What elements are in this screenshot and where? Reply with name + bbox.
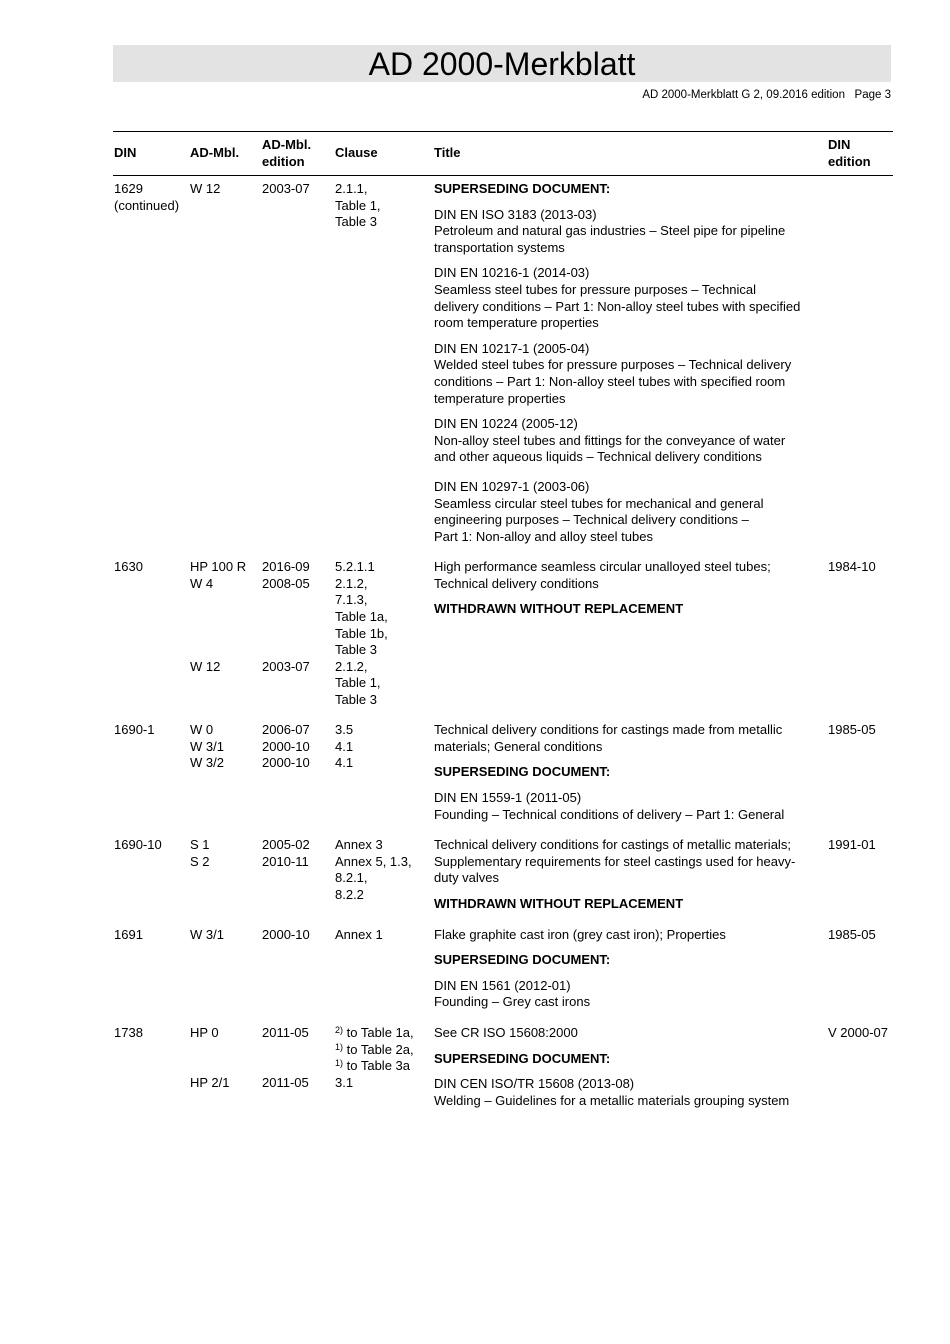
din-edition-value: V 2000-07	[828, 1025, 888, 1040]
edition-page-line: AD 2000-Merkblatt G 2, 09.2016 edition Page 3	[642, 89, 891, 101]
admbl-edition-cell	[262, 1025, 332, 1091]
admbl-cell	[190, 181, 260, 198]
admbl-edition-value: 2011-05	[262, 1025, 309, 1040]
admbl-value-spacer	[190, 1058, 260, 1075]
table-row	[0, 722, 950, 823]
document-title-line: Part 1: Non-alloy and alloy steel tubes	[434, 528, 653, 544]
admbl-value-spacer	[190, 642, 260, 659]
admbl-value: W 3/1	[190, 926, 224, 942]
table-row	[0, 927, 950, 1011]
superseding-document	[434, 790, 824, 823]
document-title-line: Welded steel tubes for pressure purposes – Technical delivery	[434, 357, 792, 373]
admbl-edition-value: 2006-07	[262, 722, 310, 738]
title-cell	[434, 927, 824, 1011]
admbl-edition-value: 2011-05	[262, 1074, 309, 1090]
admbl-edition-value: 2005-02	[262, 837, 310, 853]
admbl-value: HP 0	[190, 1025, 219, 1040]
title-description	[434, 722, 824, 755]
status-heading: SUPERSEDING DOCUMENT:	[434, 764, 611, 780]
title-line: Supplementary requirements for steel castings used for heavy-	[434, 853, 796, 869]
superseding-document	[434, 416, 824, 466]
admbl-edition-cell	[262, 181, 332, 198]
admbl-edition-cell	[262, 722, 332, 772]
status-heading: SUPERSEDING DOCUMENT:	[434, 181, 611, 196]
admbl-edition-value-spacer	[262, 1042, 332, 1059]
title-cell	[434, 837, 824, 912]
din-number: 1690-10	[114, 837, 162, 853]
document-title-line: room temperature properties	[434, 315, 599, 331]
din-edition-cell	[828, 1025, 898, 1042]
superseding-document	[434, 265, 824, 331]
title-cell	[434, 181, 824, 545]
din-number: 1690-1	[114, 722, 155, 738]
din-number: 1629	[114, 181, 143, 196]
clause-value: 3.1	[335, 1074, 354, 1090]
clause-value: 7.1.3,	[335, 592, 368, 608]
admbl-value: S 1	[190, 837, 210, 853]
clause-value: Table 1b,	[335, 625, 388, 641]
admbl-edition-value: 2010-11	[262, 853, 309, 869]
admbl-value: W 4	[190, 575, 214, 591]
admbl-cell	[190, 1025, 260, 1091]
admbl-edition-value-spacer	[262, 642, 332, 659]
document-reference: DIN CEN ISO/TR 15608 (2013-08)	[434, 1076, 635, 1092]
superseding-document	[434, 978, 824, 1011]
admbl-edition-value: 2008-05	[262, 575, 310, 591]
clause-cell	[335, 837, 430, 903]
admbl-value: S 2	[190, 853, 210, 869]
clause-value: Table 1,	[335, 675, 381, 691]
document-title-line: conditions – Part 1: Non-alloy steel tubes with specified room	[434, 373, 786, 389]
status-heading: WITHDRAWN WITHOUT REPLACEMENT	[434, 601, 684, 617]
table-row	[0, 1025, 950, 1109]
admbl-cell	[190, 927, 260, 944]
din-edition-value: 1985-05	[828, 926, 876, 942]
admbl-value-spacer	[190, 592, 260, 609]
din-edition-value: 1985-05	[828, 722, 876, 738]
title-line: Flake graphite cast iron (grey cast iron); Properties	[434, 926, 726, 942]
din-number-cell	[114, 1025, 188, 1042]
footnote-ref: 2)	[335, 1025, 344, 1035]
admbl-cell	[190, 559, 260, 675]
admbl-edition-value: 2003-07	[262, 658, 310, 674]
clause-value: 3.5	[335, 722, 354, 738]
admbl-value: W 3/1	[190, 738, 224, 754]
title-line: Technical delivery conditions for castings made from metallic	[434, 722, 783, 738]
clause-value: Table 1a,	[335, 609, 388, 625]
document-title-line: Welding – Guidelines for a metallic materials grouping system	[434, 1092, 790, 1108]
col-header-title: Title	[434, 145, 461, 161]
clause-value: 2.1.1,	[335, 181, 368, 196]
din-edition-cell	[828, 927, 898, 944]
din-number: 1630	[114, 559, 143, 575]
din-number-cell	[114, 181, 188, 214]
document-title-line: transportation systems	[434, 239, 565, 255]
table-header-rule	[113, 175, 893, 176]
col-header-admbl-edition: AD-Mbl. edition	[262, 137, 312, 169]
din-edition-value: 1991-01	[828, 837, 876, 853]
col-header-din: DIN	[114, 145, 137, 161]
clause-cell	[335, 927, 430, 944]
document-reference: DIN EN 1561 (2012-01)	[434, 977, 571, 993]
admbl-edition-value: 2000-10	[262, 755, 310, 771]
din-number-cell	[114, 927, 188, 944]
admbl-edition-value: 2000-10	[262, 738, 310, 754]
continued-note: (continued)	[114, 197, 180, 213]
title-line: Technical delivery conditions	[434, 575, 599, 591]
title-cell	[434, 559, 824, 618]
admbl-edition-value: 2016-09	[262, 559, 310, 575]
table-row	[0, 837, 950, 912]
admbl-edition-value-spacer	[262, 609, 332, 626]
admbl-value-spacer	[190, 609, 260, 626]
clause-value: $^{1)}$ to Table 2a,	[335, 1041, 414, 1057]
document-reference: DIN EN 10217-1 (2005-04)	[434, 340, 590, 356]
document-title-line: temperature properties	[434, 390, 566, 406]
din-number-cell	[114, 722, 188, 739]
title-line: duty valves	[434, 870, 500, 886]
clause-cell	[335, 559, 430, 708]
col-header-din-edition: DIN edition	[828, 137, 871, 169]
title-description	[434, 559, 824, 592]
clause-value: $^{1)}$ to Table 3a	[335, 1058, 410, 1074]
din-number-cell	[114, 559, 188, 576]
clause-value: Table 3	[335, 214, 377, 230]
admbl-edition-cell	[262, 559, 332, 675]
clause-value: 5.2.1.1	[335, 559, 375, 575]
superseding-document	[434, 1076, 824, 1109]
din-number: 1738	[114, 1025, 143, 1040]
admbl-edition-value: 2000-10	[262, 926, 310, 942]
clause-value: $^{2)}$ to Table 1a,	[335, 1025, 414, 1040]
document-title-line: Petroleum and natural gas industries – Steel pipe for pipeline	[434, 223, 786, 239]
footnote-ref: 1)	[335, 1058, 344, 1069]
document-reference: DIN EN 1559-1 (2011-05)	[434, 790, 582, 806]
admbl-edition-cell	[262, 837, 332, 870]
clause-cell	[335, 722, 430, 772]
document-title-line: engineering purposes – Technical delivery conditions –	[434, 512, 749, 528]
admbl-edition-value-spacer	[262, 626, 332, 643]
clause-value: 8.2.1,	[335, 870, 368, 886]
superseding-document	[434, 479, 824, 545]
document-title-line: Non-alloy steel tubes and fittings for the conveyance of water	[434, 432, 786, 448]
document-banner-title: AD 2000-Merkblatt	[113, 45, 891, 82]
col-header-admbl: AD-Mbl.	[190, 145, 240, 161]
admbl-edition-value: 2003-07	[262, 181, 310, 196]
standards-table-body	[0, 181, 950, 1123]
document-title-line: and other aqueous liquids – Technical delivery conditions	[434, 449, 762, 465]
clause-value: 4.1	[335, 738, 354, 754]
clause-value: Table 3	[335, 642, 377, 658]
admbl-value: W 0	[190, 722, 214, 738]
status-heading: SUPERSEDING DOCUMENT:	[434, 1050, 611, 1066]
superseding-document	[434, 207, 824, 257]
status-heading: WITHDRAWN WITHOUT REPLACEMENT	[434, 896, 684, 912]
admbl-value: HP 100 R	[190, 559, 247, 575]
document-title-line: Founding – Grey cast irons	[434, 994, 591, 1010]
footnote-ref: 1)	[335, 1041, 344, 1052]
clause-value: Annex 3	[335, 837, 383, 853]
admbl-cell	[190, 722, 260, 772]
clause-value: Annex 1	[335, 926, 383, 942]
din-edition-cell	[828, 559, 898, 576]
document-reference: DIN EN 10216-1 (2014-03)	[434, 265, 590, 281]
admbl-value-spacer	[190, 1042, 260, 1059]
title-description	[434, 837, 824, 887]
title-description	[434, 927, 824, 944]
admbl-value: W 12	[190, 181, 221, 196]
table-row	[0, 559, 950, 708]
din-number-cell	[114, 837, 188, 854]
table-row	[0, 181, 950, 545]
col-header-clause: Clause	[335, 145, 378, 161]
document-title-line: Seamless circular steel tubes for mechanical and general	[434, 495, 764, 511]
title-line: High performance seamless circular unalloyed steel tubes;	[434, 559, 771, 575]
document-title-line: delivery conditions – Part 1: Non-alloy steel tubes with specified	[434, 298, 801, 314]
document-title-line: Seamless steel tubes for pressure purposes – Technical	[434, 281, 757, 297]
clause-value: Table 3	[335, 692, 377, 708]
admbl-value: W 3/2	[190, 755, 224, 771]
document-reference: DIN EN ISO 3183 (2013-03)	[434, 206, 597, 222]
clause-value: 8.2.2	[335, 887, 364, 903]
title-line: materials; General conditions	[434, 738, 603, 754]
clause-value: 2.1.2,	[335, 575, 368, 591]
admbl-edition-value-spacer	[262, 1058, 332, 1075]
document-title-line: Founding – Technical conditions of delivery – Part 1: General	[434, 806, 785, 822]
document-reference: DIN EN 10224 (2005-12)	[434, 416, 578, 432]
clause-value: Annex 5, 1.3,	[335, 853, 412, 869]
din-number: 1691	[114, 926, 143, 942]
clause-value: 4.1	[335, 755, 354, 771]
title-description	[434, 1025, 824, 1042]
admbl-value: HP 2/1	[190, 1074, 230, 1090]
document-reference: DIN EN 10297-1 (2003-06)	[434, 478, 590, 494]
clause-cell	[335, 181, 430, 231]
title-cell	[434, 722, 824, 823]
title-cell	[434, 1025, 824, 1109]
admbl-cell	[190, 837, 260, 870]
title-line: Technical delivery conditions for castings of metallic materials;	[434, 837, 791, 853]
status-heading: SUPERSEDING DOCUMENT:	[434, 952, 611, 968]
title-line: See CR ISO 15608:2000	[434, 1025, 578, 1040]
superseding-document	[434, 341, 824, 407]
clause-value: 2.1.2,	[335, 658, 368, 674]
admbl-edition-value-spacer	[262, 592, 332, 609]
clause-value: Table 1,	[335, 197, 381, 213]
admbl-edition-cell	[262, 927, 332, 944]
admbl-value-spacer	[190, 626, 260, 643]
admbl-value: W 12	[190, 658, 221, 674]
din-edition-value: 1984-10	[828, 559, 876, 575]
clause-cell	[335, 1025, 430, 1091]
din-edition-cell	[828, 722, 898, 739]
din-edition-cell	[828, 837, 898, 854]
